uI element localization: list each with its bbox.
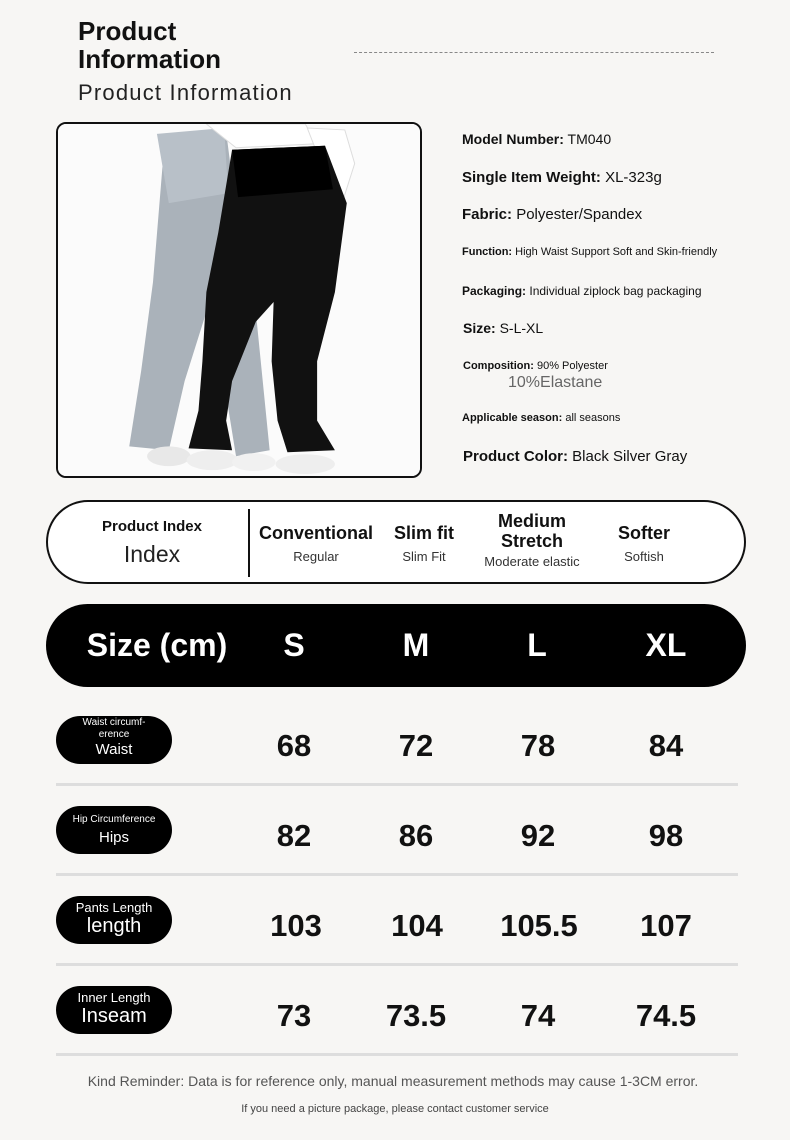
size-header-m: M: [402, 627, 430, 663]
spec-fabric: Fabric: Polyester/Spandex: [462, 206, 643, 223]
size-header-xl: XL: [645, 627, 687, 663]
spec-packaging: Packaging: Individual ziplock bag packaging: [462, 284, 702, 298]
index-sub: Slim Fit: [402, 549, 446, 564]
spec-season: Applicable season: all seasons: [462, 412, 621, 424]
kind-reminder: Kind Reminder: Data is for reference only, manual measurement methods may cause 1-3CM error.: [87, 1073, 699, 1089]
contact-note: If you need a picture package, please contact customer service: [241, 1103, 549, 1115]
row-label-pill: [56, 806, 172, 854]
table-row-hips: [56, 806, 738, 876]
value-cell: 84: [648, 728, 684, 763]
table-row-inseam: [56, 986, 738, 1056]
row-label-big: Hips: [98, 829, 129, 846]
row-label-small: Waist circumf-erence: [82, 717, 146, 740]
row-label-small: Pants Length: [75, 900, 153, 915]
index-title: Medium Stretch: [497, 511, 566, 551]
row-divider: [56, 963, 738, 966]
row-label-big: Inseam: [81, 1005, 147, 1027]
value-cell: 92: [520, 818, 556, 853]
value-cell: 74.5: [635, 998, 697, 1033]
size-header-s: S: [283, 627, 305, 663]
value-cell: 68: [276, 728, 312, 763]
index-sub: Moderate elastic: [484, 554, 580, 569]
index-title: Conventional: [258, 523, 373, 543]
row-label-big: length: [86, 915, 142, 937]
table-row-waist: [56, 716, 738, 786]
value-cell: 107: [640, 908, 692, 943]
spec-composition-extra: 10%Elastane: [508, 374, 603, 391]
index-title: Slim fit: [393, 523, 454, 543]
row-label-small: Inner Length: [77, 990, 151, 1005]
value-cell: 82: [276, 818, 312, 853]
index-sub-label: Index: [123, 541, 181, 567]
index-slim-fit: [384, 523, 464, 564]
row-label-small: Hip Circumference: [72, 814, 156, 825]
row-divider: [56, 783, 738, 786]
value-cell: 73: [276, 998, 312, 1033]
value-cell: 105.5: [500, 908, 578, 943]
index-conventional: [256, 523, 376, 564]
value-cell: 74: [520, 998, 556, 1033]
index-medium-stretch: [472, 511, 592, 569]
index-heading: [92, 518, 212, 568]
value-cell: 86: [398, 818, 434, 853]
index-title: Softer: [617, 523, 670, 543]
table-row-length: [56, 896, 738, 966]
value-cell: 104: [391, 908, 443, 943]
spec-composition: Composition: 90% Polyester: [463, 360, 608, 372]
spec-size: Size: S-L-XL: [463, 320, 544, 336]
maternity-pants-illustration: [58, 124, 420, 476]
row-divider: [56, 1053, 738, 1056]
size-header-bar: [46, 604, 746, 687]
dashed-divider: [354, 52, 714, 53]
value-cell: 78: [520, 728, 556, 763]
index-softer: [604, 523, 684, 564]
value-cell: 103: [270, 908, 322, 943]
size-header-label: Size (cm): [86, 627, 228, 663]
row-label-pill: [56, 896, 172, 944]
row-label-pill: [56, 986, 172, 1034]
index-sub: Regular: [293, 549, 339, 564]
product-index-panel: [46, 500, 746, 584]
row-label-pill: [56, 716, 172, 764]
index-divider: [248, 509, 250, 577]
index-sub: Softish: [624, 549, 664, 564]
row-label-big: Waist: [95, 741, 133, 758]
index-head-label: Product Index: [101, 518, 202, 535]
value-cell: 72: [398, 728, 434, 763]
spec-weight: Single Item Weight: XL-323g: [462, 169, 662, 186]
value-cell: 98: [648, 818, 684, 853]
page-subtitle: Product Information: [78, 80, 293, 105]
row-divider: [56, 873, 738, 876]
spec-color: Product Color: Black Silver Gray: [463, 448, 688, 465]
product-photo: [56, 122, 422, 478]
page-title: Product Information: [78, 16, 221, 74]
spec-model-number: Model Number: TM040: [462, 131, 612, 147]
spec-function: Function: High Waist Support Soft and Skin-friendly: [462, 246, 718, 258]
size-header-l: L: [527, 627, 547, 663]
value-cell: 73.5: [385, 998, 447, 1033]
